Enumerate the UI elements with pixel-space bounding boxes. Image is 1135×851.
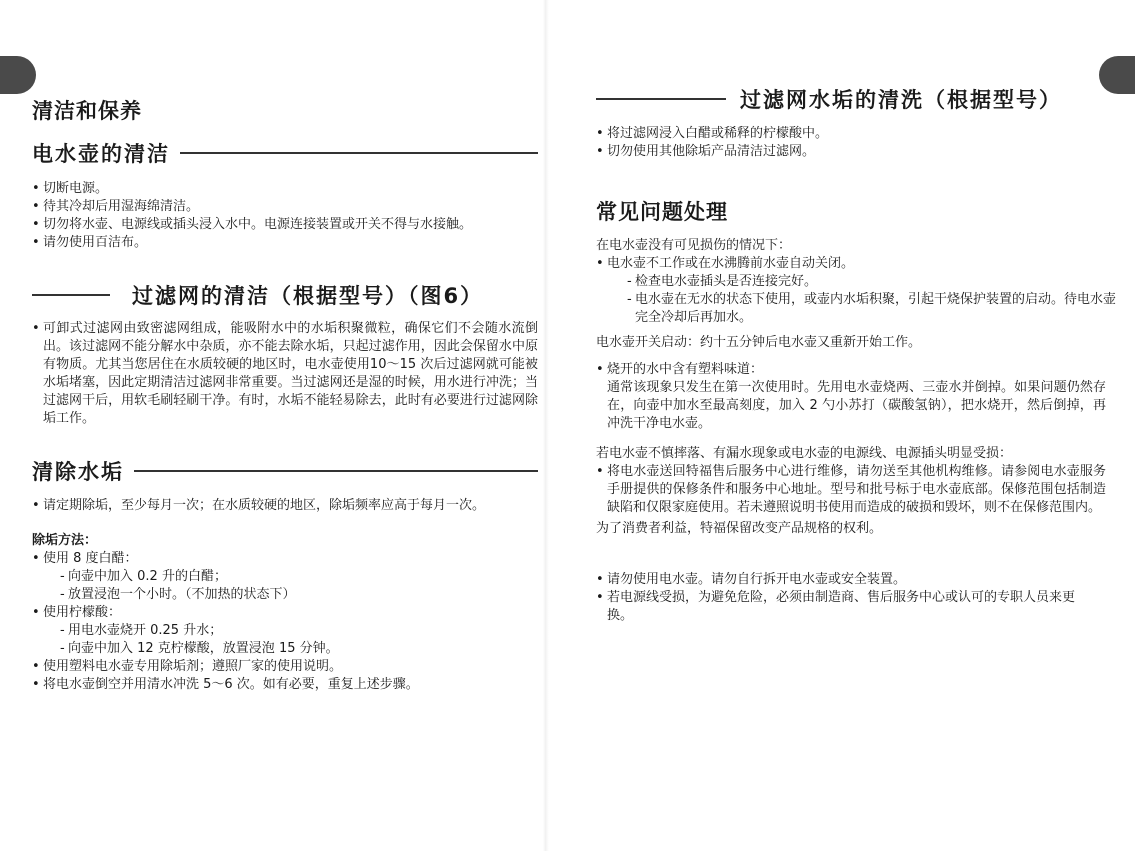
filter-cleaning-heading [32,280,538,310]
sub-step: - 向壶中加入 0.2 升的白醋； [60,568,542,586]
list-item: • 待其冷却后用湿海绵清洁。 [32,198,542,216]
page-title: 清洁和保养 [32,99,142,123]
not-working-text: 电水壶不工作或在水沸腾前水壶自动关闭。 [607,256,855,271]
descaling-heading [32,456,538,486]
switch-note: 电水壶开关启动：约十五分钟后电水壶又重新开始工作。 [596,335,922,350]
kettle-cleaning-list [32,180,542,252]
filter-descaling-heading [596,84,1116,114]
left-page-tab [0,56,36,94]
list-item: • 请勿使用电水壶。请勿自行拆开电水壶或安全装置。 [596,571,1096,589]
list-item: • 烧开的水中含有塑料味道： [596,361,1106,379]
plastic-detail: 通常该现象只发生在第一次使用时。先用电水壶烧两、三壶水并倒掉。如果问题仍然存在，向壶中加水至最高刻度，加入 2 勺小苏打（碳酸氢钠），把水烧开，然后倒掉，再冲洗干净电水壶。 [607,380,1106,431]
descaling-method [32,532,542,694]
heading-rule [180,152,538,154]
list-item: • 切勿使用其他除垢产品清洁过滤网。 [596,143,1116,161]
rights-note: 为了消费者利益，特福保留改变产品规格的权利。 [596,521,883,536]
list-item: • 请定期除垢，至少每月一次；在水质较硬的地区，除垢频率应高于每月一次。 [32,497,542,515]
heading-rule [134,470,538,472]
method-title: 除垢方法： [32,533,98,548]
sub-step: - 用电水壶烧开 0.25 升水； [60,622,542,640]
list-item: • 将电水壶倒空并用清水冲洗 5～6 次。如有必要，重复上述步骤。 [32,676,542,694]
citric-label: 使用柠檬酸： [43,605,122,620]
faq-heading: 常见问题处理 [596,200,728,224]
list-item: • 若电源线受损，为避免危险，必须由制造商、售后服务中心或认可的专职人员来更换。 [596,589,1096,625]
filter-cleaning-heading-text: 过滤网的清洁（根据型号）（图6） [132,284,484,308]
sub-step: - 电水壶在无水的状态下使用，或壶内水垢积聚，引起干烧保护装置的启动。待电水壶完全冷却后再加水。 [627,291,1116,327]
faq-plastic-taste [596,361,1106,433]
heading-rule [32,294,110,296]
list-item: • 切勿将水壶、电源线或插头浸入水中。电源连接装置或开关不得与水接触。 [32,216,542,234]
list-item: • 可卸式过滤网由致密滤网组成，能吸附水中的水垢积聚微粒，确保它们不会随水流倒出。该过滤网不能分解水中杂质，亦不能去除水垢，只起过滤作用，因此会保留水中原有物质。尤其当您居住在水质较硬的地区时，电水壶使用10～15 次后过滤网就可能被水垢堵塞，因此定期清洁过滤网非常重要。当过滤网还是湿的时候，用水进行冲洗；当过滤网干后，用软毛刷轻刷干净。有时，水垢不能轻易除去，此时有必要进行过滤网除垢工作。 [32,320,538,428]
descaling-intro [32,497,542,515]
list-item: • 使用塑料电水壶专用除垢剂；遵照厂家的使用说明。 [32,658,542,676]
vinegar-label: 使用 8 度白醋： [43,551,138,566]
list-item: • 切断电源。 [32,180,542,198]
sub-step: - 向壶中加入 12 克柠檬酸，放置浸泡 15 分钟。 [60,640,542,658]
sub-step: - 检查电水壶插头是否连接完好。 [627,273,1116,291]
sub-step: - 放置浸泡一个小时。（不加热的状态下） [60,586,542,604]
list-item: • 请勿使用百洁布。 [32,234,542,252]
list-item [32,550,542,604]
filter-descaling-list [596,125,1116,161]
faq-intro: 在电水壶没有可见损伤的情况下： [596,238,792,253]
descaling-heading-text: 清除水垢 [32,460,124,484]
filter-cleaning-text [32,320,538,428]
list-item: • 将电水壶送回特福售后服务中心进行维修，请勿送至其他机构维修。请参阅电水壶服务手册提供的保修条件和服务中心地址。型号和批号标于电水壶底部。保修范围包括制造缺陷和仅限家庭使用。若未遵照说明书使用而造成的破损和毁坏，则不在保修范围内。 [596,463,1106,517]
kettle-cleaning-heading [32,138,538,168]
heading-rule [596,98,726,100]
left-page [0,0,546,851]
list-item: • 将过滤网浸入白醋或稀释的柠檬酸中。 [596,125,1116,143]
list-item [32,604,542,658]
faq-damage [596,445,1106,538]
faq-no-damage [596,237,1116,352]
filter-descaling-heading-text: 过滤网水垢的清洗（根据型号） [740,88,1062,112]
list-item [596,255,1116,327]
damage-intro: 若电水壶不慎摔落、有漏水现象或电水壶的电源线、电源插头明显受损： [596,446,1013,461]
right-page [546,0,1135,851]
kettle-cleaning-heading-text: 电水壶的清洁 [32,142,170,166]
faq-warnings [596,571,1096,625]
